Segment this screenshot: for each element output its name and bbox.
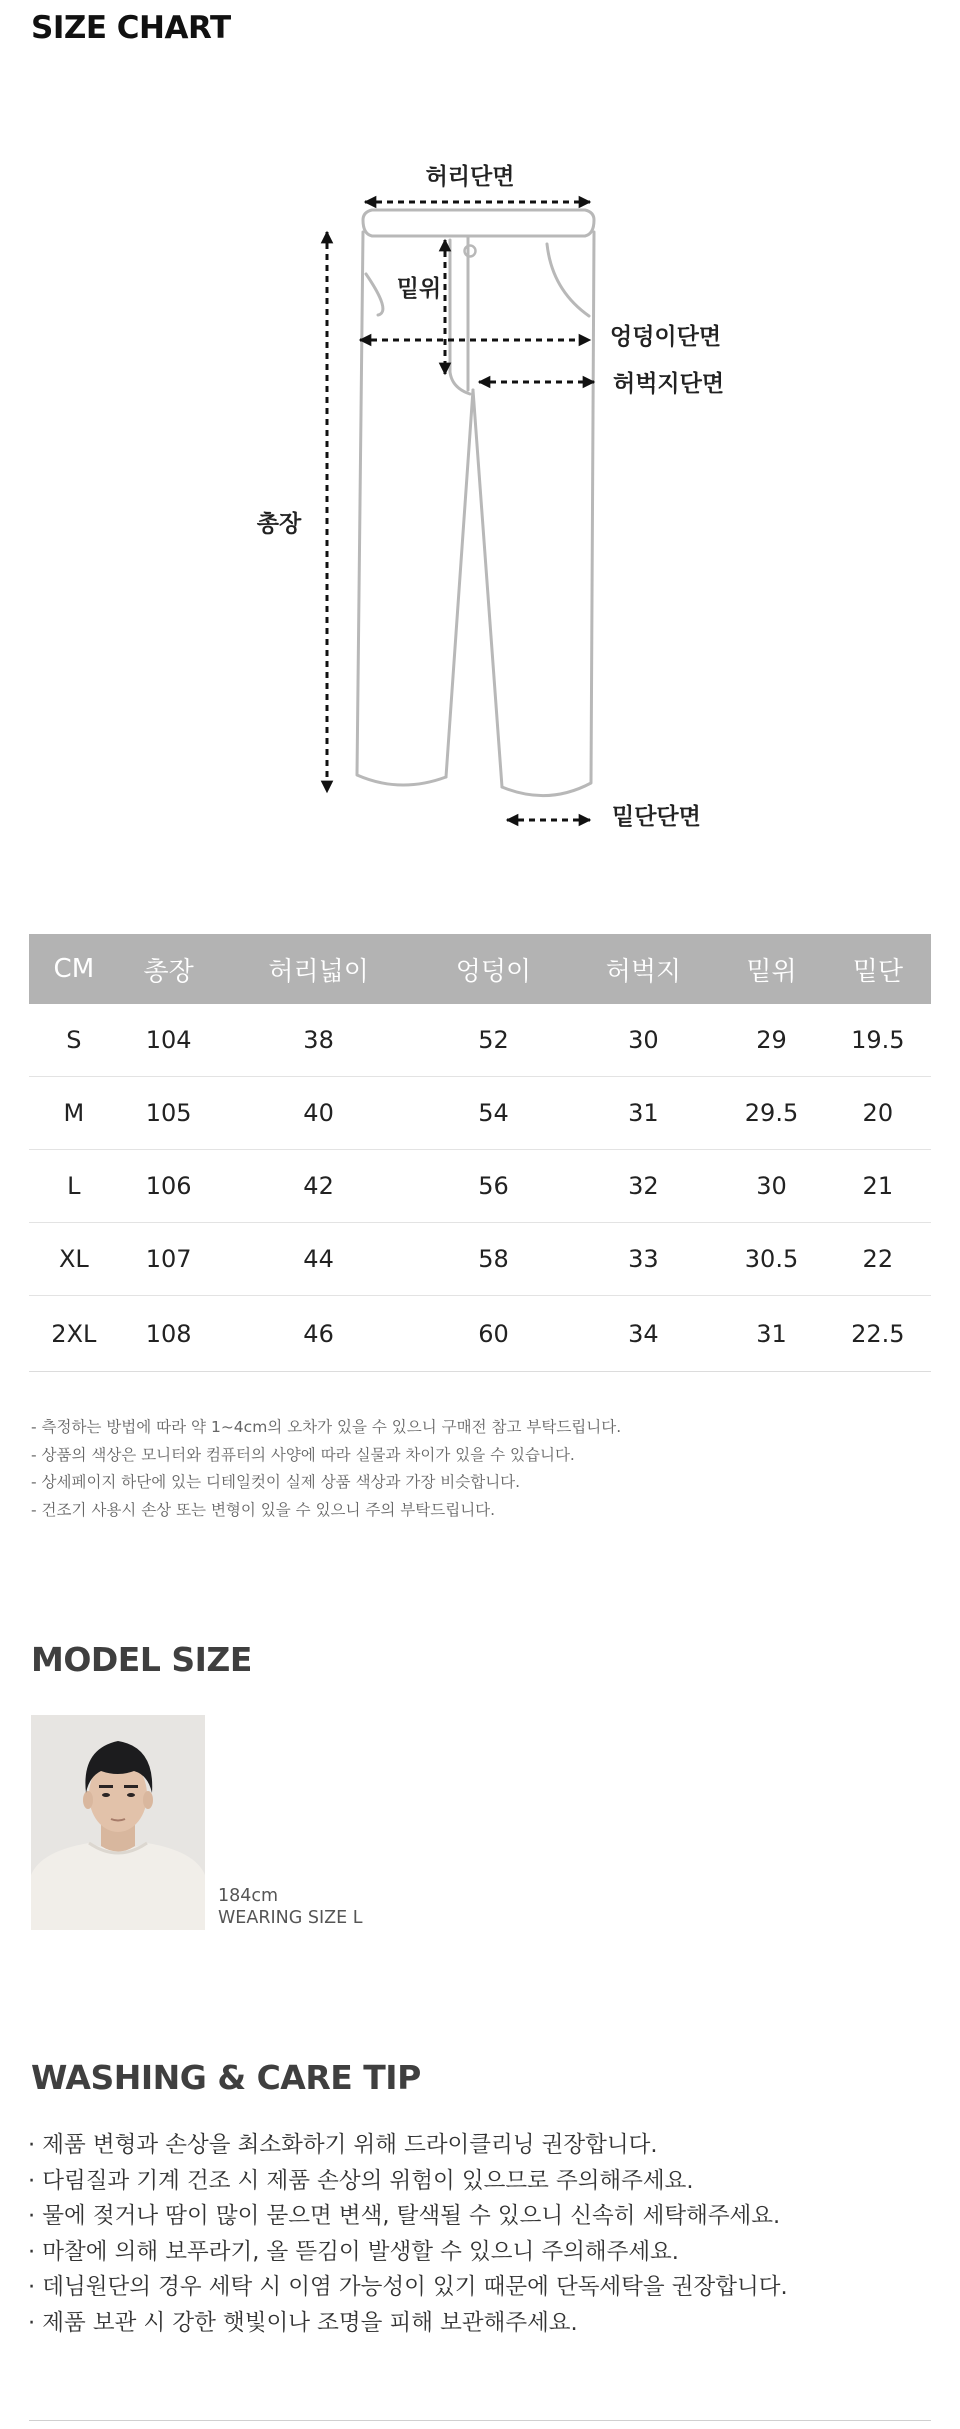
care-tip-title: WASHING & CARE TIP [31, 2058, 421, 2097]
measurement-notes [31, 1414, 621, 1524]
table-cell: 105 [119, 1077, 219, 1150]
header-rise: 밑위 [718, 934, 824, 1004]
size-table [29, 934, 931, 1372]
waist-label: 허리단면 [425, 164, 515, 190]
table-cell: 22 [825, 1223, 931, 1296]
size-table-header [29, 934, 931, 1004]
table-cell: 52 [419, 1004, 569, 1077]
size-chart-title: SIZE CHART [31, 10, 231, 46]
measurement-arrows [327, 202, 594, 820]
care-tip-list [28, 2128, 788, 2341]
table-cell: 32 [568, 1150, 718, 1223]
table-cell: 46 [219, 1296, 419, 1372]
rise-label: 밑위 [396, 276, 442, 302]
model-size-title: MODEL SIZE [31, 1640, 252, 1679]
table-cell: 31 [568, 1077, 718, 1150]
table-cell: 21 [825, 1150, 931, 1223]
table-cell: 22.5 [825, 1296, 931, 1372]
table-cell: 29.5 [718, 1077, 824, 1150]
button-icon [465, 246, 476, 257]
table-cell: 44 [219, 1223, 419, 1296]
header-hem: 밑단 [825, 934, 931, 1004]
pants-outline-icon [357, 210, 594, 796]
table-cell: 60 [419, 1296, 569, 1372]
table-cell: 30.5 [718, 1223, 824, 1296]
hip-label: 엉덩이단면 [610, 324, 722, 350]
table-row [29, 1296, 931, 1372]
size-cell: XL [29, 1223, 119, 1296]
table-cell: 34 [568, 1296, 718, 1372]
table-cell: 106 [119, 1150, 219, 1223]
size-cell: L [29, 1150, 119, 1223]
table-cell: 104 [119, 1004, 219, 1077]
table-cell: 33 [568, 1223, 718, 1296]
size-cell: S [29, 1004, 119, 1077]
care-tip-item: · 물에 젖거나 땀이 많이 묻으면 변색, 탈색될 수 있으니 신속히 세탁해주세요. [28, 2203, 781, 2229]
table-cell: 42 [219, 1150, 419, 1223]
table-cell: 56 [419, 1150, 569, 1223]
table-row [29, 1150, 931, 1223]
care-tip-item: · 다림질과 기계 건조 시 제품 손상의 위험이 있으므로 주의해주세요. [28, 2167, 694, 2194]
pants-measurement-diagram [0, 150, 960, 850]
size-cell: M [29, 1077, 119, 1150]
thigh-label: 허벅지단면 [613, 371, 725, 397]
note-item: - 상세페이지 하단에 있는 디테일컷이 실제 상품 색상과 가장 비슷합니다. [31, 1473, 521, 1492]
model-portrait-image [31, 1715, 205, 1930]
care-tip-item: · 제품 변형과 손상을 최소화하기 위해 드라이클리닝 권장합니다. [28, 2132, 658, 2158]
total-length-label: 총장 [256, 511, 302, 537]
note-item: - 상품의 색상은 모니터와 컴퓨터의 사양에 따라 실물과 차이가 있을 수 있습니다. [31, 1445, 575, 1464]
header-hip: 엉덩이 [419, 934, 569, 1004]
table-cell: 30 [568, 1004, 718, 1077]
table-row [29, 1223, 931, 1296]
model-wearing-size: WEARING SIZE L [218, 1908, 363, 1928]
table-cell: 40 [219, 1077, 419, 1150]
care-tip-item: · 제품 보관 시 강한 햇빛이나 조명을 피해 보관해주세요. [28, 2309, 578, 2336]
table-cell: 108 [119, 1296, 219, 1372]
header-waist: 허리넓이 [219, 934, 419, 1004]
table-cell: 58 [419, 1223, 569, 1296]
table-row [29, 1077, 931, 1150]
care-tip-item: · 마찰에 의해 보푸라기, 올 뜯김이 발생할 수 있으니 주의해주세요. [28, 2238, 679, 2265]
model-photo [31, 1715, 205, 1930]
hem-label: 밑단단면 [612, 804, 701, 830]
table-cell: 30 [718, 1150, 824, 1223]
header-cm: CM [29, 934, 119, 1004]
table-row [29, 1004, 931, 1077]
note-item: - 측정하는 방법에 따라 약 1~4cm의 오차가 있을 수 있으니 구매전 참고 부탁드립니다. [31, 1418, 622, 1436]
table-cell: 107 [119, 1223, 219, 1296]
table-cell: 38 [219, 1004, 419, 1077]
header-total-length: 총장 [119, 934, 219, 1004]
model-height: 184cm [218, 1886, 279, 1906]
table-cell: 19.5 [825, 1004, 931, 1077]
note-item: - 건조기 사용시 손상 또는 변형이 있을 수 있으니 주의 부탁드립니다. [31, 1500, 496, 1519]
table-cell: 29 [718, 1004, 824, 1077]
care-tip-item: · 데님원단의 경우 세탁 시 이염 가능성이 있기 때문에 단독세탁을 권장합니다. [28, 2274, 788, 2300]
header-thigh: 허벅지 [568, 934, 718, 1004]
table-cell: 20 [825, 1077, 931, 1150]
bottom-divider [29, 2420, 931, 2421]
size-cell: 2XL [29, 1296, 119, 1372]
table-cell: 54 [419, 1077, 569, 1150]
table-cell: 31 [718, 1296, 824, 1372]
